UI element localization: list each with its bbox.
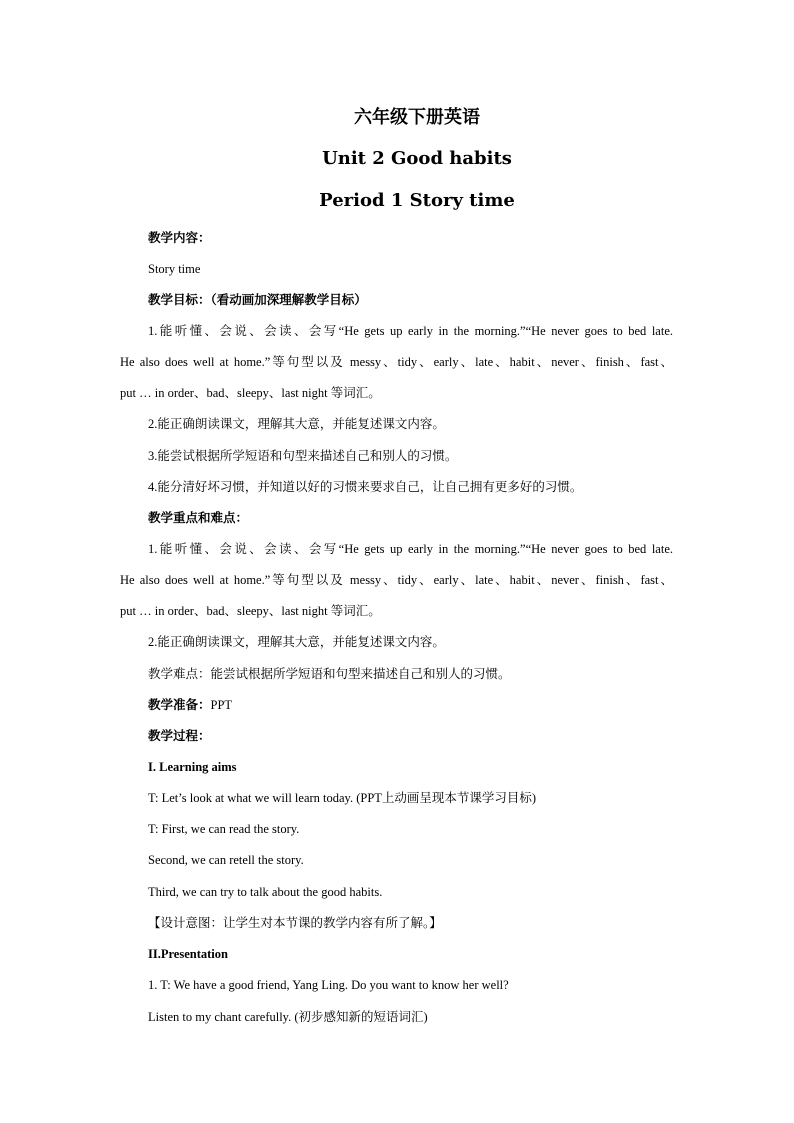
section-1-line-1: T: Let’s look at what we will learn today. (PPT上动画呈现本节课学习目标): [148, 791, 537, 805]
section-1-line-2: T: First, we can read the story.: [148, 822, 300, 836]
prep-heading: 教学准备：: [148, 698, 211, 712]
objective-1-line-2: He also does well at home.”等句型以及 messy、tidy、early、late、habit、never、finish、fast、: [120, 355, 673, 369]
prep-value: PPT: [210, 698, 233, 712]
section-2-line-1: 1. T: We have a good friend, Yang Ling. Do you want to know her well?: [148, 978, 509, 992]
unit-title: Unit 2 Good habits: [322, 148, 512, 169]
key-point-2: 2.能正确朗读课文，理解其大意，并能复述课文内容。: [148, 635, 445, 649]
objective-3: 3.能尝试根据所学短语和句型来描述自己和别人的习惯。: [148, 449, 458, 463]
section-2-line-2: Listen to my chant carefully. (初步感知新的短语词汇): [148, 1010, 428, 1024]
objectives-heading: 教学目标：（看动画加深理解教学目标）: [148, 293, 367, 307]
section-1-line-4: Third, we can try to talk about the good habits.: [148, 885, 383, 899]
section-1-heading: I. Learning aims: [148, 760, 237, 774]
objective-2: 2.能正确朗读课文，理解其大意，并能复述课文内容。: [148, 417, 445, 431]
key-point-1-line-3: put … in order、bad、sleepy、last night 等词汇。: [120, 604, 381, 618]
document-title: 六年级下册英语: [354, 107, 480, 128]
process-heading: 教学过程：: [148, 729, 211, 743]
content-text: Story time: [148, 262, 201, 276]
objective-4: 4.能分清好坏习惯，并知道以好的习惯来要求自己，让自己拥有更多好的习惯。: [148, 480, 583, 494]
objective-1-line-1: 1.能听懂、会说、会读、会写“He gets up early in the morning.”“He never goes to bed late.: [148, 324, 673, 338]
prep-line: [148, 695, 232, 715]
key-point-1-line-2: He also does well at home.”等句型以及 messy、tidy、early、late、habit、never、finish、fast、: [120, 573, 673, 587]
section-2-heading: II.Presentation: [148, 947, 228, 961]
section-1-design-note: 【设计意图：让学生对本节课的教学内容有所了解。】: [148, 916, 442, 930]
content-heading: 教学内容：: [148, 231, 211, 245]
difficulty-text: 教学难点：能尝试根据所学短语和句型来描述自己和别人的习惯。: [148, 667, 511, 681]
section-1-line-3: Second, we can retell the story.: [148, 853, 304, 867]
key-points-heading: 教学重点和难点：: [148, 511, 249, 525]
key-point-1-line-1: 1.能听懂、会说、会读、会写“He gets up early in the morning.”“He never goes to bed late.: [148, 542, 673, 556]
objective-1-line-3: put … in order、bad、sleepy、last night 等词汇。: [120, 386, 381, 400]
period-title: Period 1 Story time: [319, 190, 515, 211]
